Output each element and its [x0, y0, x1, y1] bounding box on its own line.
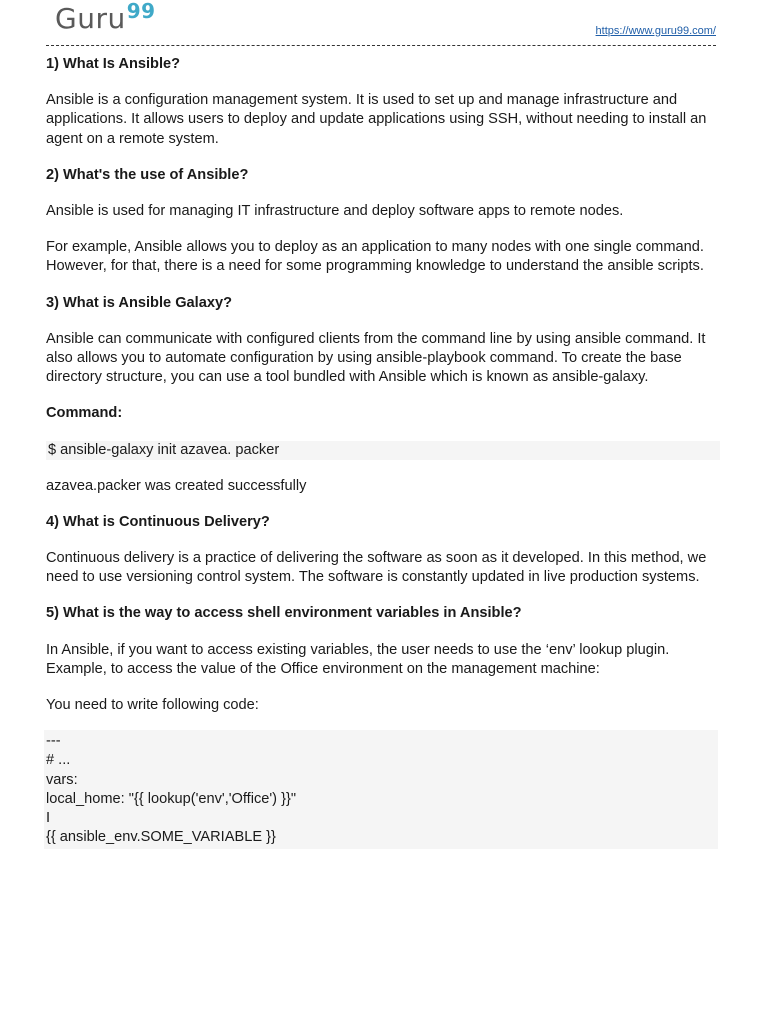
answer-paragraph-2a: Ansible is used for managing IT infrastructure and deploy software apps to remote nodes.: [46, 203, 624, 220]
code-block: [44, 730, 718, 849]
answer-paragraph-5b: You need to write following code:: [46, 697, 259, 714]
site-link[interactable]: https://www.guru99.com/: [595, 25, 716, 37]
question-heading-3: 3) What is Ansible Galaxy?: [46, 294, 232, 311]
answer-paragraph-5a: In Ansible, if you want to access existing variables, the user needs to use the ‘env’ lookup plugin. Example, to access the value of the Office environment on the management machine:: [46, 641, 670, 677]
command-label: Command:: [46, 405, 123, 422]
command-result: azavea.packer was created successfully: [46, 477, 307, 494]
code-line: {{ ansible_env.SOME_VARIABLE }}: [46, 829, 276, 846]
guru99-logo[interactable]: [55, 2, 156, 35]
question-heading-5: 5) What is the way to access shell environment variables in Ansible?: [46, 605, 522, 622]
header-divider: [46, 45, 716, 46]
code-line: local_home: "{{ lookup('env','Office') }}": [46, 790, 297, 807]
answer-paragraph-3: Ansible can communicate with configured clients from the command line by using ansible command. It also allows you to automate configuration by using ansible-playbook command. To create the base directory structure, you can use a tool bundled with Ansible which is known as ansible-galaxy.: [46, 330, 706, 386]
answer-paragraph-2b: For example, Ansible allows you to deploy as an application to many nodes with one single command. However, for that, there is a need for some programming knowledge to understand the ansible scripts.: [46, 239, 704, 275]
code-line: vars:: [46, 771, 78, 788]
page-header: [0, 0, 768, 52]
answer-paragraph-1: Ansible is a configuration management system. It is used to set up and manage infrastructure and applications. It allows users to deploy and update applications using SSH, without needing to install an agent on a remote system.: [46, 92, 707, 147]
command-code: $ ansible-galaxy init azavea. packer: [46, 441, 720, 460]
logo-text: Guru: [55, 2, 126, 35]
answer-paragraph-4: Continuous delivery is a practice of delivering the software as soon as it developed. In this method, we need to use versioning control system. The software is constantly updated in live production systems.: [46, 550, 707, 586]
question-heading-4: 4) What is Continuous Delivery?: [46, 513, 270, 530]
question-heading-2: 2) What's the use of Ansible?: [46, 166, 249, 183]
question-heading-1: 1) What Is Ansible?: [46, 56, 181, 72]
code-line: ---: [46, 733, 61, 750]
code-line: I: [46, 810, 51, 827]
logo-number: 99: [126, 0, 156, 23]
document-body: [46, 55, 718, 849]
code-line: # ...: [46, 752, 71, 769]
